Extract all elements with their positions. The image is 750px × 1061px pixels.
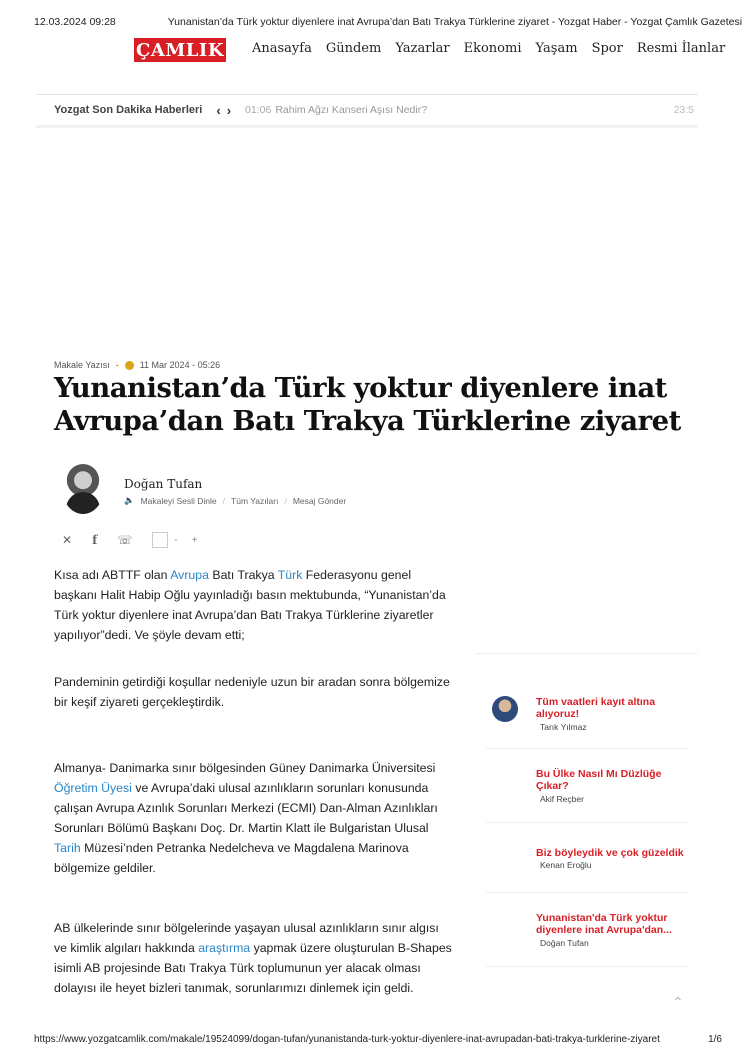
article-title: Yunanistan’da Türk yoktur diyenlere inat Avrupa’dan Batı Trakya Türklerine ziyaret [54, 372, 681, 437]
author-sidebar [476, 653, 698, 948]
nav-item-resmi-ilanlar[interactable]: Resmi İlanlar [636, 41, 726, 56]
speaker-icon: 🔈 [124, 495, 135, 505]
divider [486, 748, 688, 749]
scroll-to-top-icon[interactable]: ⌃ [672, 994, 684, 1010]
article-paragraph [54, 758, 454, 878]
sidebar-article-author: Akif Reçber [540, 794, 584, 804]
paragraph-text: Almanya- Danimarka sınır bölgesinden Güney Danimarka Üniversitesi [54, 761, 436, 775]
nav-item-spor[interactable]: Spor [591, 41, 623, 56]
ticker-time: 01:06 [245, 104, 272, 116]
font-decrease-button[interactable]: - [174, 534, 178, 546]
paragraph-text: AB ülkelerinde sınır bölgelerinde yaşayan ulusal azınlıkların sınır algısı ve kimlik algıları hakkında [54, 921, 439, 955]
article-category[interactable]: Makale Yazısı [54, 360, 110, 370]
article-paragraph [54, 565, 454, 645]
site-logo[interactable] [134, 38, 226, 62]
send-message-link[interactable]: Mesaj Gönder [292, 495, 347, 506]
link-separator: / [284, 495, 287, 506]
x-share-icon[interactable]: ✕ [62, 533, 73, 547]
nav-item-yazarlar[interactable]: Yazarlar [395, 41, 450, 56]
ticker-controls [216, 103, 231, 118]
sidebar-article-author: Doğan Tufan [540, 938, 589, 948]
print-date: 12.03.2024 09:28 [34, 16, 116, 28]
paragraph-text: ve Avrupa’daki ulusal azınlıkların sorunları konusunda çalışan Avrupa Azınlık Sorunları Merkezi (ECMI) Dan-Alman Azınlıkları Sorunları Bölümü Başkanı Doç. Dr. Martin Klatt ile Bulgaristan Ulusal [54, 781, 438, 835]
nav-item-ekonomi[interactable]: Ekonomi [463, 41, 522, 56]
article-paragraph [54, 918, 454, 998]
sidebar-article-title[interactable]: Tüm vaatleri kayıt altına alıyoruz! [536, 696, 656, 720]
chevron-left-icon[interactable]: ‹ [216, 102, 221, 118]
print-header [34, 16, 743, 28]
author-avatar[interactable] [62, 462, 104, 514]
nav-item-yasam[interactable]: Yaşam [535, 41, 578, 56]
paragraph-text: Federasyonu genel başkanı Halit Habip Oğlu yayınladığı basın mektubunda, “Yunanistan’da Türk yoktur diyenlere inat Avrupa’dan Batı Trakya Türklerine ziyaretler yapılıyor”dedi. Ve şöyle devam etti; [54, 568, 446, 642]
sidebar-article-author: Kenan Eroğlu [540, 860, 592, 870]
print-page-title: Yunanistan’da Türk yoktur diyenlere inat Avrupa’dan Batı Trakya Türklerine ziyaret - Yozgat Haber - Yozgat Çamlık Gazetesi [167, 16, 743, 28]
tag-link[interactable]: araştırma [198, 941, 251, 955]
font-size-box[interactable] [152, 532, 168, 548]
meta-separator: - [115, 360, 119, 370]
author-links [124, 495, 346, 506]
nav-item-gundem[interactable]: Gündem [325, 41, 382, 56]
tag-link[interactable]: Tarih [54, 841, 81, 855]
share-bar [62, 532, 197, 548]
sidebar-article-title[interactable]: Yunanistan'da Türk yoktur diyenlere inat Avrupa'dan... [536, 912, 672, 936]
article-date: 11 Mar 2024 - 05:26 [139, 360, 221, 370]
paragraph-text: Kısa adı ABTTF olan [54, 568, 171, 582]
logo-text: ÇAMLIK [136, 39, 224, 61]
divider [486, 966, 688, 967]
paragraph-text: Batı Trakya [208, 568, 278, 582]
sidebar-article-author: Tarık Yılmaz [540, 722, 587, 732]
paragraph-text: yapmak üzere oluşturulan B-Shapes isimli AB projesinde Batı Trakya Türk toplumunun yer alacak olması dolayısı ile heyet bizleri tanımak, sorunlarımızı dinlemek için geldi. [54, 941, 452, 995]
tag-link[interactable]: Öğretim Üyesi [54, 781, 132, 795]
paragraph-text: Müzesi’nden Petranka Nedelcheva ve Magdalena Marinova bölgemize geldiler. [54, 841, 409, 875]
all-articles-link[interactable]: Tüm Yazıları [231, 495, 279, 506]
tag-link[interactable]: Türk [277, 568, 303, 582]
ticker-headline[interactable]: Rahim Ağzı Kanseri Aşısı Nedir? [275, 104, 428, 116]
whatsapp-share-icon[interactable]: ☏ [117, 533, 133, 547]
link-separator: / [222, 495, 226, 506]
article-meta [54, 360, 220, 370]
print-url: https://www.yozgatcamlik.com/makale/19524099/dogan-tufan/yunanistanda-turk-yoktur-diyenlere-inat-avrupadan-bati-trakya-turklerine-ziyaret [34, 1034, 660, 1045]
sidebar-article-title[interactable]: Biz böyleydik ve çok güzeldik [536, 847, 684, 859]
chevron-right-icon[interactable]: › [226, 102, 232, 118]
divider [486, 822, 688, 823]
author-name[interactable]: Doğan Tufan [124, 477, 203, 491]
clock-icon [125, 361, 134, 370]
nav-item-anasayfa[interactable]: Anasayfa [252, 41, 312, 56]
print-page-number: 1/6 [708, 1034, 722, 1045]
sidebar-article-title[interactable]: Bu Ülke Nasıl Mı Düzlüğe Çıkar? [536, 768, 662, 792]
print-footer [34, 1034, 722, 1045]
news-ticker [36, 94, 698, 128]
font-increase-button[interactable]: + [191, 534, 198, 546]
tag-link[interactable]: Avrupa [170, 568, 209, 582]
ticker-title: Yozgat Son Dakika Haberleri [54, 104, 203, 116]
facebook-share-icon[interactable]: f [92, 533, 98, 547]
ticker-next-time: 23:5 [673, 104, 694, 116]
author-avatar [492, 696, 518, 722]
article-paragraph: Pandeminin getirdiği koşullar nedeniyle uzun bir aradan sonra bölgemize bir keşif ziyareti gerçekleştirdik. [54, 675, 450, 709]
listen-article-link[interactable]: Makaleyi Sesli Dinle [140, 495, 217, 506]
divider [486, 892, 688, 893]
main-nav [252, 41, 725, 56]
